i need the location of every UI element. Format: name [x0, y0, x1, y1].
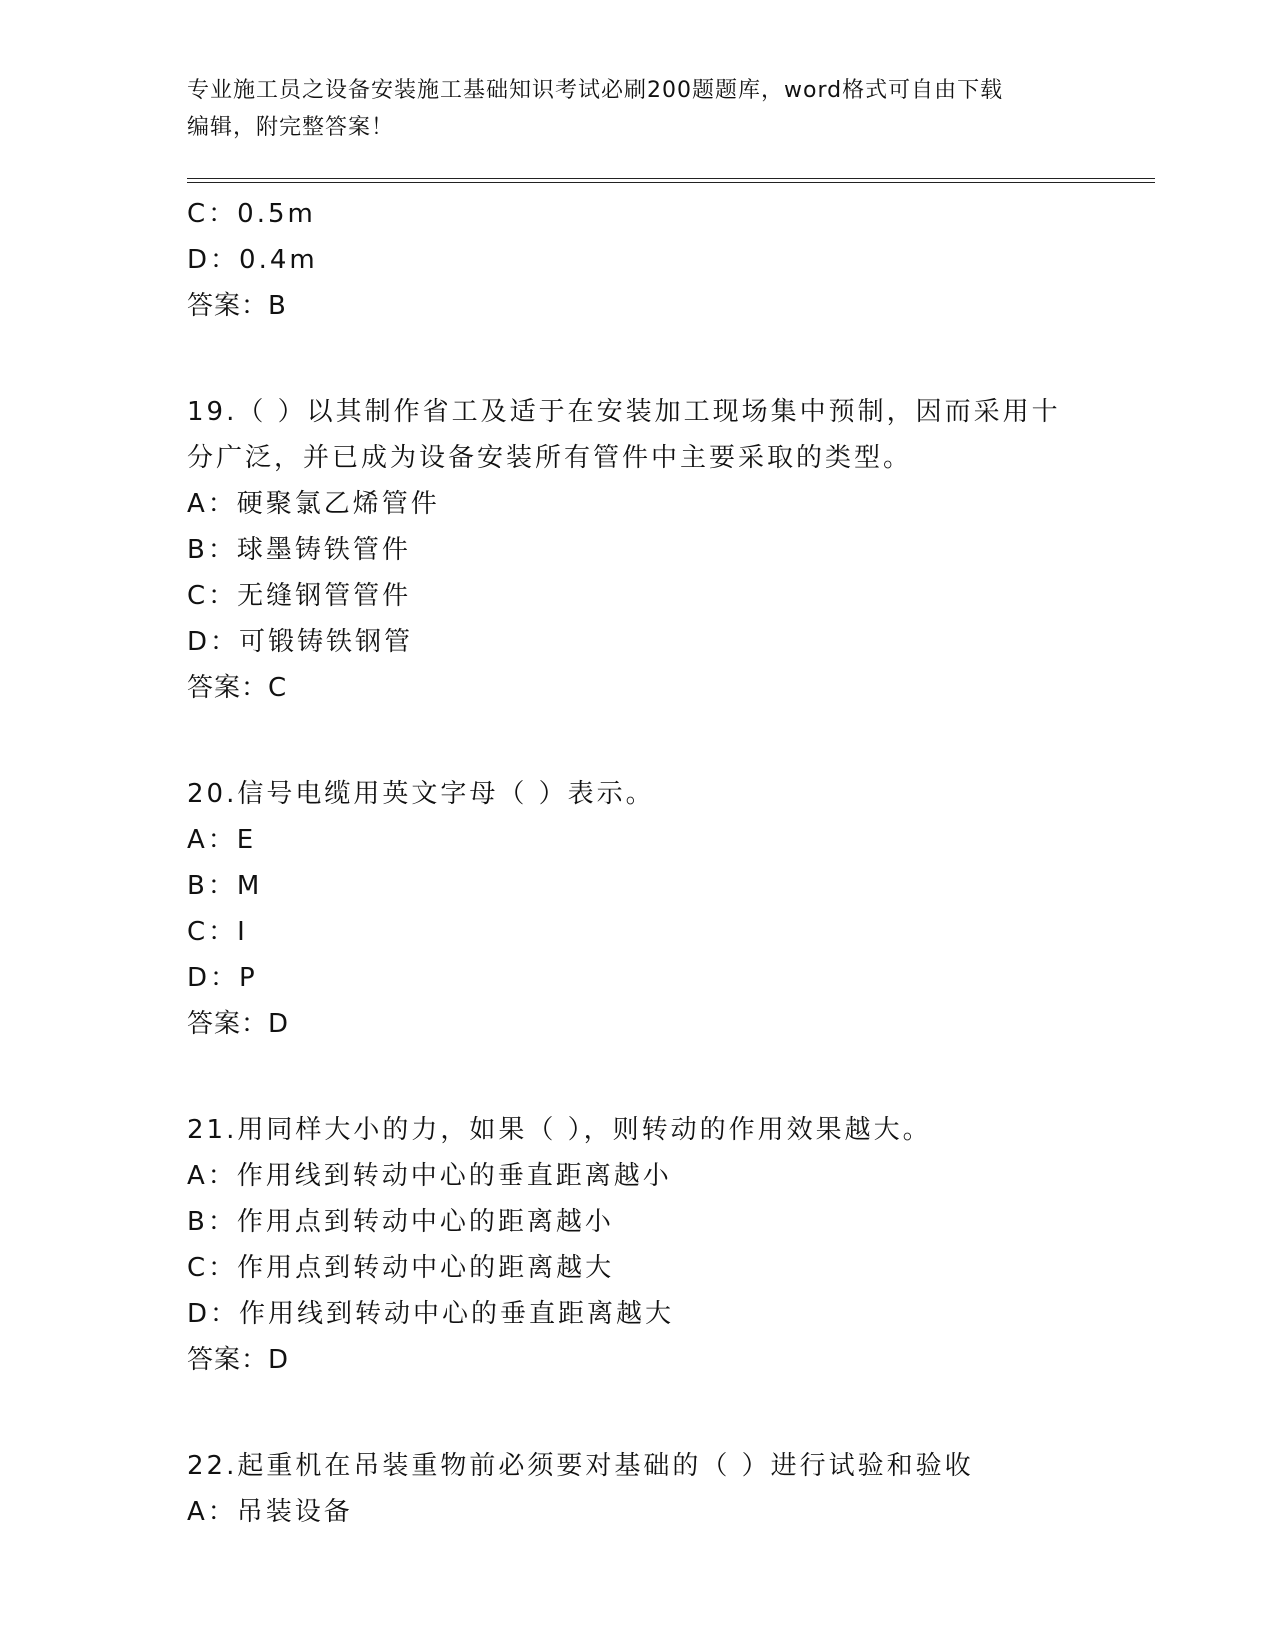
question-text: 22.起重机在吊装重物前必须要对基础的（ ）进行试验和验收 [187, 1451, 974, 1481]
option-d: D：作用线到转动中心的垂直距离越大 [187, 1299, 675, 1329]
option-a: A：硬聚氯乙烯管件 [187, 489, 440, 519]
answer-label: 答案：C [187, 673, 288, 703]
question-19 [187, 389, 1147, 711]
option-a: A：吊装设备 [187, 1497, 353, 1527]
option-b: B：作用点到转动中心的距离越小 [187, 1207, 614, 1237]
header-line-1: 专业施工员之设备安装施工基础知识考试必刷200题题库，word格式可自由下载 [187, 78, 1004, 103]
option-c: C：0.5m [187, 199, 316, 229]
document-header [187, 72, 1087, 146]
option-a: A：作用线到转动中心的垂直距离越小 [187, 1161, 672, 1191]
question-21 [187, 1107, 1147, 1383]
question-22 [187, 1443, 1147, 1535]
option-a: A：E [187, 825, 257, 855]
option-c: C：I [187, 917, 248, 947]
answer-label: 答案：D [187, 1009, 290, 1039]
option-c: C：无缝钢管管件 [187, 581, 412, 611]
question-text: 20.信号电缆用英文字母（ ）表示。 [187, 779, 655, 809]
header-line-2: 编辑，附完整答案！ [187, 115, 395, 140]
question-text: 21.用同样大小的力，如果（ ），则转动的作用效果越大。 [187, 1115, 932, 1145]
question-text: 19.（ ）以其制作省工及适于在安装加工现场集中预制，因而采用十分广泛，并已成为设备安装所有管件中主要采取的类型。 [187, 397, 1061, 473]
answer-label: 答案：B [187, 291, 287, 321]
header-divider-top [187, 178, 1155, 179]
option-d: D：0.4m [187, 245, 318, 275]
option-d: D：P [187, 963, 258, 993]
option-c: C：作用点到转动中心的距离越大 [187, 1253, 615, 1283]
question-20 [187, 771, 1147, 1047]
option-b: B：M [187, 871, 263, 901]
header-divider-bottom [187, 182, 1155, 183]
answer-label: 答案：D [187, 1345, 290, 1375]
question-list [187, 191, 1147, 1535]
option-d: D：可锻铸铁钢管 [187, 627, 414, 657]
question-18-continued [187, 191, 1147, 329]
option-b: B：球墨铸铁管件 [187, 535, 411, 565]
